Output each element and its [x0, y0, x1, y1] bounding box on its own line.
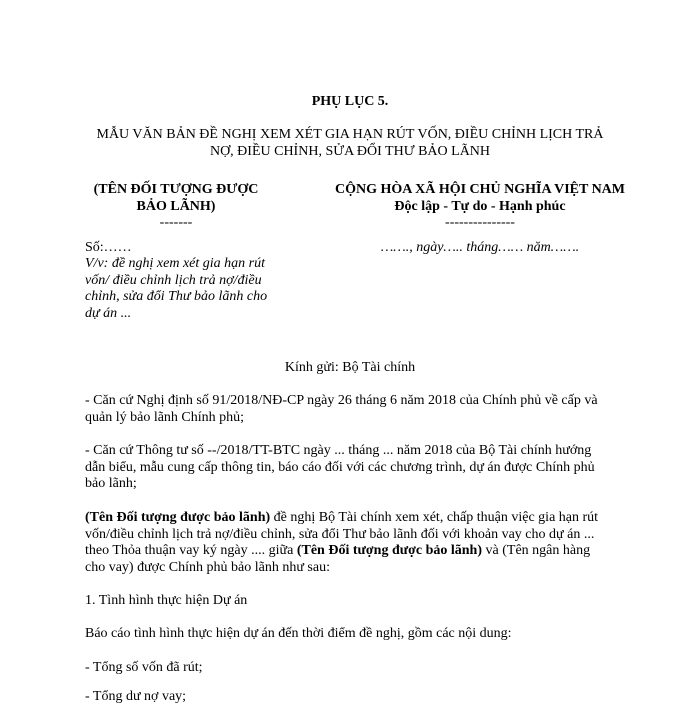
legal-basis-2-line3: bảo lãnh; [85, 476, 137, 491]
left-divider: ------- [159, 215, 193, 230]
report-item-2: - Tổng dư nợ vay; [85, 689, 187, 704]
org-name-line1: (TÊN ĐỐI TƯỢNG ĐƯỢC [93, 182, 259, 197]
section-1-heading: 1. Tình hình thực hiện Dự án [85, 593, 248, 608]
legal-basis-1-line2: quản lý bảo lãnh Chính phủ; [85, 410, 245, 425]
document-number: Số:…… [85, 240, 132, 255]
beneficiary-placeholder-2: (Tên Đối tượng được bảo lãnh) [296, 543, 483, 558]
report-intro: Báo cáo tình hình thực hiện dự án đến thời điểm đề nghị, gồm các nội dung: [85, 626, 512, 641]
legal-basis-1-line1: - Căn cứ Nghị định số 91/2018/NĐ-CP ngày 26 tháng 6 năm 2018 của Chính phủ về cấp và [85, 393, 598, 408]
subject-line1: V/v: đề nghị xem xét gia hạn rút [85, 256, 266, 271]
appendix-label: PHỤ LỤC 5. [311, 94, 389, 109]
beneficiary-placeholder: (Tên Đối tượng được bảo lãnh) [85, 510, 271, 525]
subject-line2: vốn/ điều chỉnh lịch trả nợ/điều [85, 273, 262, 288]
request-line2: vốn/điều chỉnh lịch trả nợ/điều chỉnh, sửa đổi Thư bảo lãnh đối với khoản vay cho dự án ... [85, 527, 595, 542]
date-line: ……., ngày….. tháng…… năm……. [380, 240, 580, 255]
right-divider: --------------- [445, 215, 515, 230]
subject-line4: dự án ... [85, 306, 132, 321]
request-line1-text: đề nghị Bộ Tài chính xem xét, chấp thuận việc gia hạn rút [270, 510, 599, 525]
legal-basis-2-line1: - Căn cứ Thông tư số --/2018/TT-BTC ngày ... tháng ... năm 2018 của Bộ Tài chính hướng [85, 443, 592, 458]
national-title: CỘNG HÒA XÃ HỘI CHỦ NGHĨA VIỆT NAM [334, 182, 625, 197]
request-line3-a: theo Thỏa thuận vay ký ngày .... giữa [85, 543, 297, 558]
national-motto: Độc lập - Tự do - Hạnh phúc [394, 199, 566, 214]
request-line4: cho vay) được Chính phủ bảo lãnh như sau: [85, 560, 330, 575]
request-line3 [85, 542, 590, 560]
legal-basis-2-line2: dẫn biểu, mẫu cung cấp thông tin, báo cáo đối với các chương trình, dự án được Chính phủ [85, 460, 595, 475]
document-title-line1: MẪU VĂN BẢN ĐỀ NGHỊ XEM XÉT GIA HẠN RÚT VỐN, ĐIỀU CHỈNH LỊCH TRẢ [96, 127, 604, 142]
request-line3-b: và (Tên ngân hàng [482, 543, 591, 558]
recipient-line: Kính gửi: Bộ Tài chính [284, 360, 416, 375]
document-title-line2: NỢ, ĐIỀU CHỈNH, SỬA ĐỔI THƯ BẢO LÃNH [209, 144, 491, 159]
request-line1 [85, 509, 598, 527]
report-item-1: - Tổng số vốn đã rút; [85, 660, 203, 675]
org-name-line2: BẢO LÃNH) [136, 199, 216, 214]
subject-line3: chỉnh, sửa đổi Thư bảo lãnh cho [85, 289, 268, 304]
